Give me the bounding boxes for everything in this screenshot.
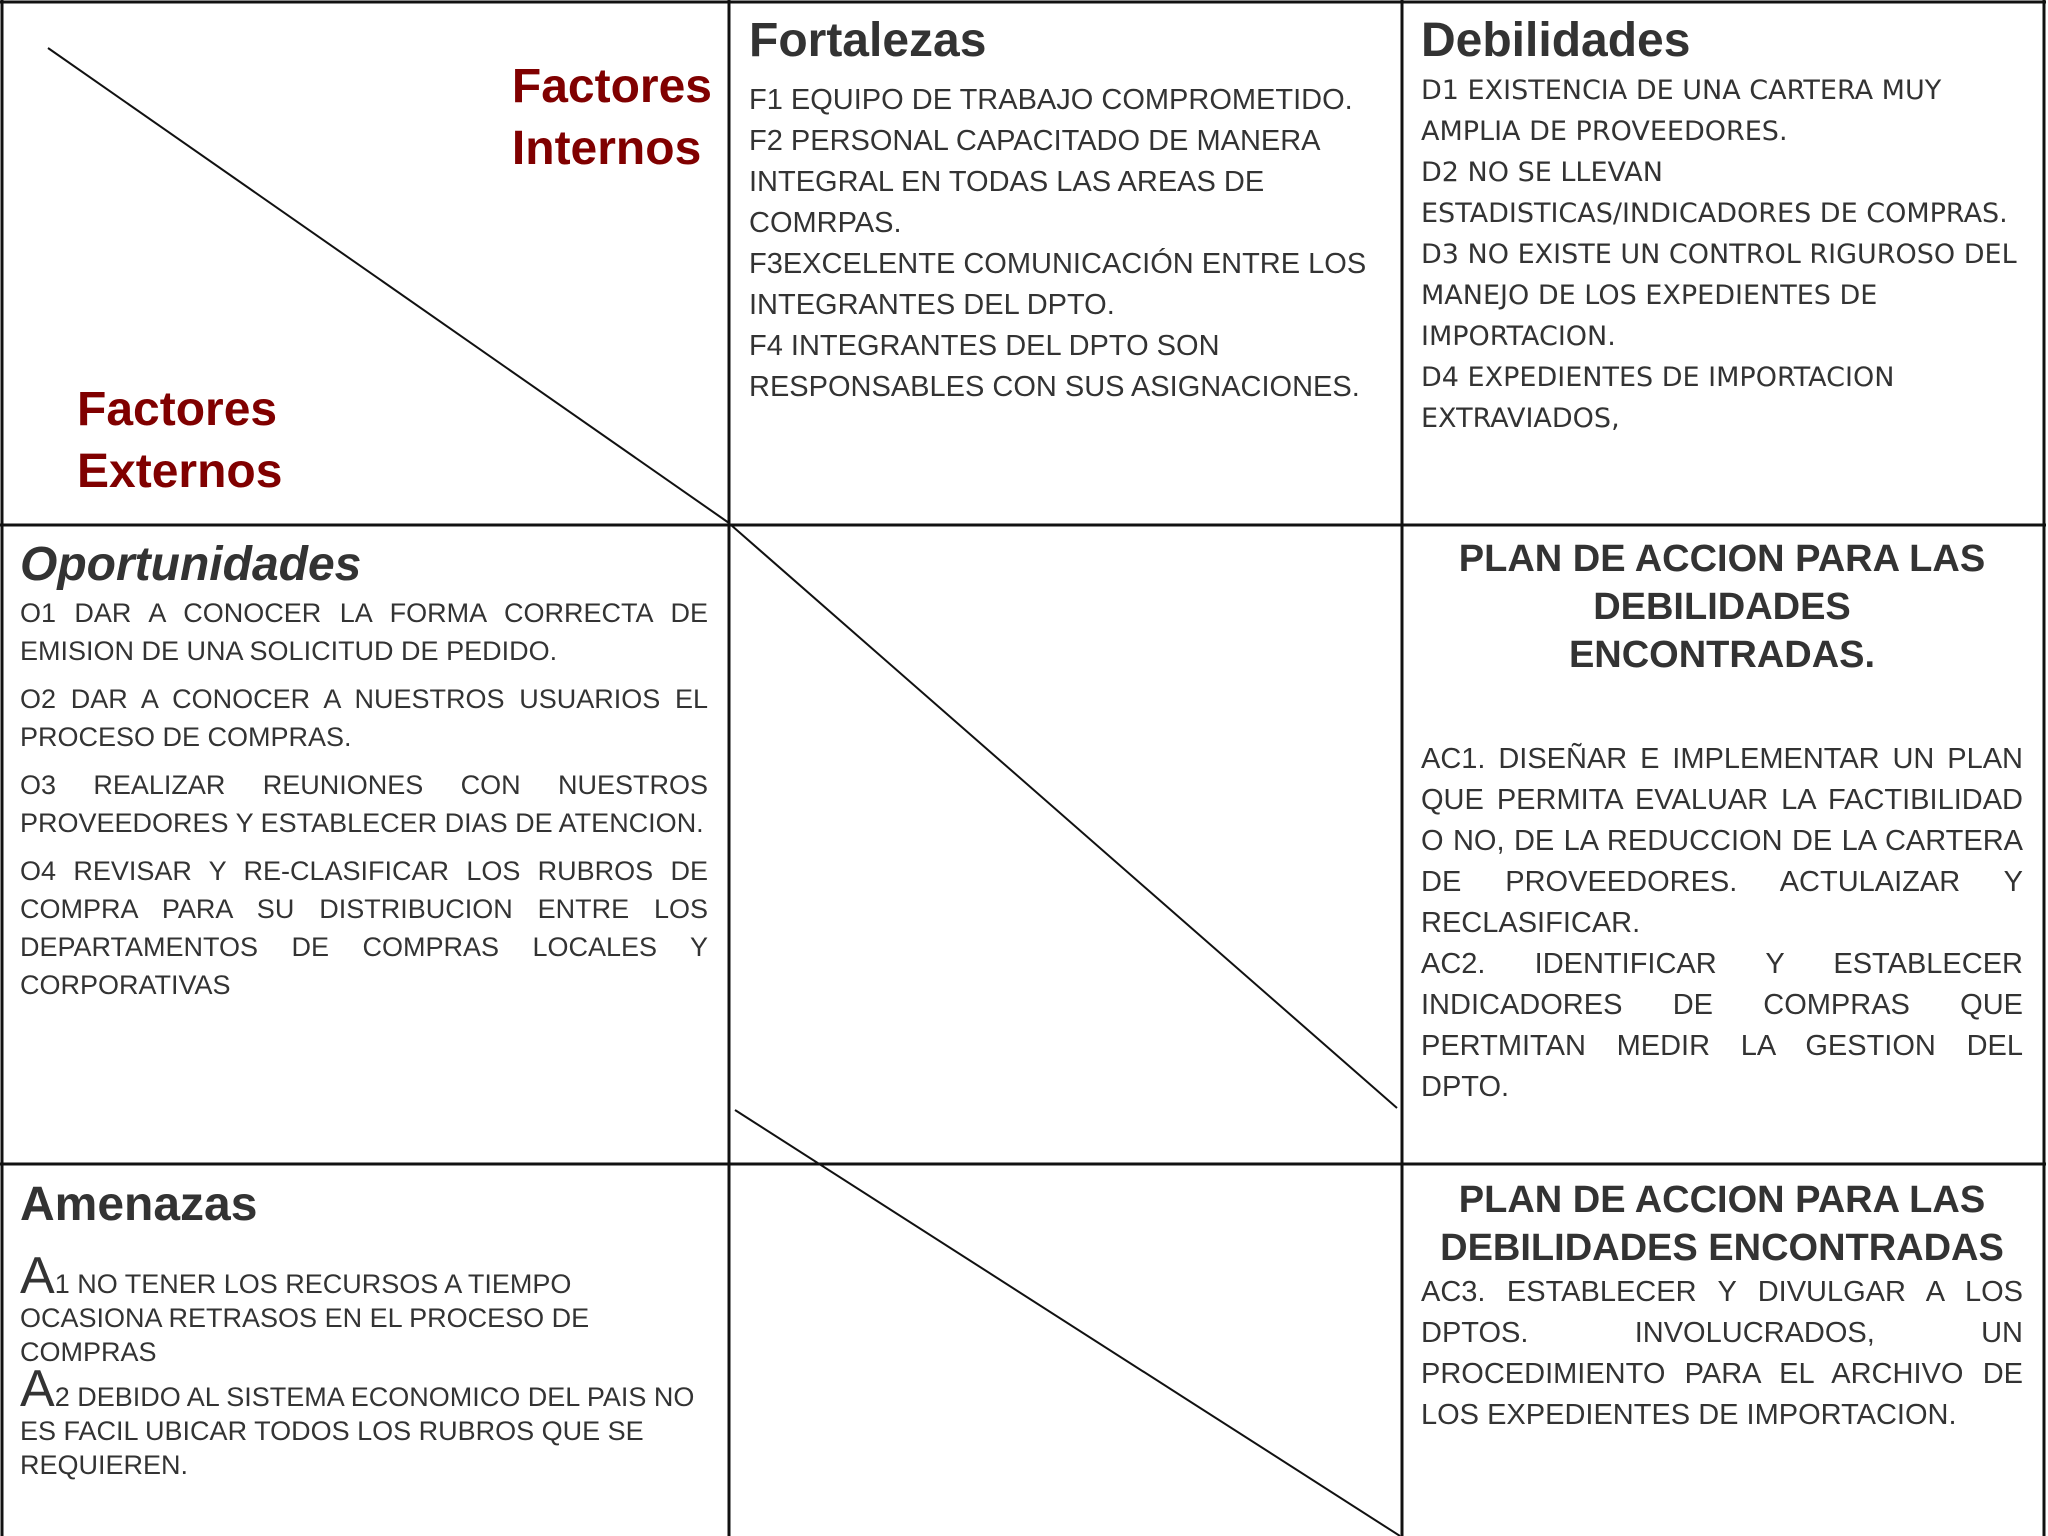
opportunities-title: Oportunidades: [20, 538, 362, 591]
strength-item: F2 PERSONAL CAPACITADO DE MANERA INTEGRAL EN TODAS LAS AREAS DE COMRPAS.: [749, 125, 1319, 239]
weaknesses-cell: [1421, 14, 2033, 519]
threats-cell: [20, 1178, 700, 1536]
weakness-item: D4 EXPEDIENTES DE IMPORTACION EXTRAVIADOS,: [1421, 362, 1895, 434]
action-item: AC3. ESTABLECER Y DIVULGAR A LOS DPTOS. INVOLUCRADOS, UN PROCEDIMIENTO PARA EL ARCHIVO DE LOS EXPEDIENTES DE IMPORTACION.: [1421, 1276, 2023, 1431]
weakness-item: D2 NO SE LLEVAN ESTADISTICAS/INDICADORES DE COMPRAS.: [1421, 157, 2008, 229]
corner-cell: [4, 4, 728, 524]
weakness-item: D3 NO EXISTE UN CONTROL RIGUROSO DEL MANEJO DE LOS EXPEDIENTES DE IMPORTACION.: [1421, 239, 2017, 352]
threats-title: Amenazas: [20, 1178, 258, 1231]
fo-strategies-cell: [731, 527, 1401, 1163]
opportunity-item: O1 DAR A CONOCER LA FORMA CORRECTA DE EMISION DE UNA SOLICITUD DE PEDIDO.: [20, 598, 708, 666]
fa-strategies-cell: [731, 1166, 1401, 1536]
threat-item: A1 NO TENER LOS RECURSOS A TIEMPO OCASIONA RETRASOS EN EL PROCESO DE COMPRAS: [20, 1247, 590, 1367]
external-factors-label: Factores Externos: [77, 383, 283, 498]
strength-item: F1 EQUIPO DE TRABAJO COMPROMETIDO.: [749, 84, 1353, 116]
strength-item: F3EXCELENTE COMUNICACIÓN ENTRE LOS INTEGRANTES DEL DPTO.: [749, 248, 1367, 321]
opportunity-item: O3 REALIZAR REUNIONES CON NUESTROS PROVEEDORES Y ESTABLECER DIAS DE ATENCION.: [20, 770, 708, 838]
strengths-cell: [749, 14, 1389, 519]
opportunity-item: O2 DAR A CONOCER A NUESTROS USUARIOS EL PROCESO DE COMPRAS.: [20, 684, 708, 752]
do-action-plan-cell: [1421, 535, 2023, 1160]
weaknesses-title: Debilidades: [1421, 14, 1691, 67]
internal-factors-label: Factores Internos: [511, 60, 712, 175]
da-action-plan-cell: [1421, 1176, 2023, 1536]
action-item: AC1. DISEÑAR E IMPLEMENTAR UN PLAN QUE PERMITA EVALUAR LA FACTIBILIDAD O NO, DE LA REDUCCION DE LA CARTERA DE PROVEEDORES. ACTULAIZAR Y RECLASIFICAR.: [1421, 743, 2023, 939]
weakness-item: D1 EXISTENCIA DE UNA CARTERA MUY AMPLIA DE PROVEEDORES.: [1421, 75, 1942, 147]
do-action-plan-title: PLAN DE ACCION PARA LAS DEBILIDADES ENCONTRADAS.: [1458, 538, 1986, 676]
opportunity-item: O4 REVISAR Y RE-CLASIFICAR LOS RUBROS DE COMPRA PARA SU DISTRIBUCION ENTRE LOS DEPARTAMENTOS DE COMPRAS LOCALES Y CORPORATIVAS: [20, 856, 708, 1000]
action-item: AC2. IDENTIFICAR Y ESTABLECER INDICADORES DE COMPRAS QUE PERTMITAN MEDIR LA GESTION DEL DPTO.: [1421, 948, 2023, 1103]
threat-item: A2 DEBIDO AL SISTEMA ECONOMICO DEL PAIS NO ES FACIL UBICAR TODOS LOS RUBROS QUE SE REQUIEREN.: [20, 1360, 695, 1480]
opportunities-cell: [20, 538, 708, 1158]
strengths-title: Fortalezas: [749, 14, 987, 67]
strength-item: F4 INTEGRANTES DEL DPTO SON RESPONSABLES CON SUS ASIGNACIONES.: [749, 330, 1360, 403]
da-action-plan-title: PLAN DE ACCION PARA LAS DEBILIDADES ENCONTRADAS: [1440, 1179, 2004, 1269]
